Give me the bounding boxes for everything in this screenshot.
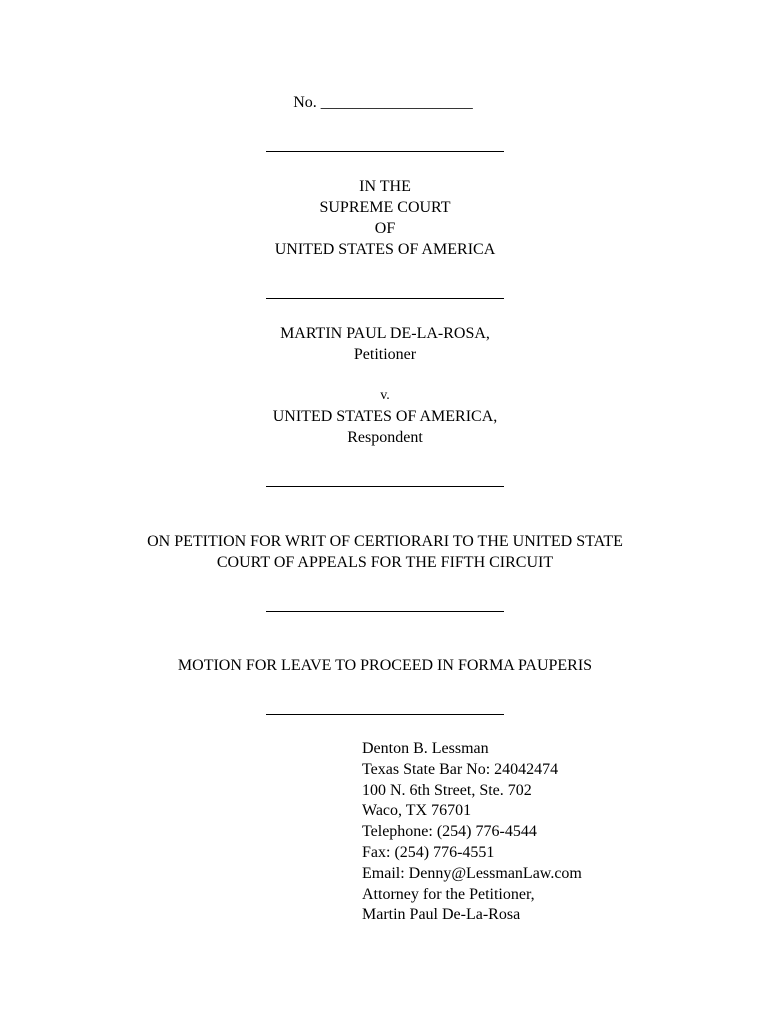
petition-line-1: ON PETITION FOR WRIT OF CERTIORARI TO THE UNITED STATE — [147, 533, 623, 550]
attorney-city: Waco, TX 76701 — [362, 802, 472, 820]
attorney-street: 100 N. 6th Street, Ste. 702 — [362, 781, 532, 799]
motion-title: MOTION FOR LEAVE TO PROCEED IN FORMA PAUPERIS — [177, 657, 593, 674]
attorney-signature-block — [362, 739, 582, 926]
court-line-supreme-court: SUPREME COURT — [319, 199, 451, 216]
attorney-fax: Fax: (254) 776-4551 — [362, 843, 495, 861]
separator-rule-2 — [266, 298, 504, 299]
separator-rule-5 — [266, 714, 504, 715]
respondent-name: UNITED STATES OF AMERICA, — [272, 408, 498, 425]
court-line-of: OF — [374, 220, 396, 237]
attorney-client: Martin Paul De-La-Rosa — [362, 906, 521, 924]
attorney-email: Email: Denny@LessmanLaw.com — [362, 864, 582, 882]
court-line-in-the: IN THE — [359, 178, 411, 195]
court-line-united-states: UNITED STATES OF AMERICA — [274, 241, 496, 258]
separator-rule-4 — [266, 611, 504, 612]
attorney-role: Attorney for the Petitioner, — [362, 885, 535, 903]
petitioner-role: Petitioner — [353, 346, 417, 363]
attorney-bar-number: Texas State Bar No: 24042474 — [362, 760, 559, 778]
attorney-name: Denton B. Lessman — [362, 740, 489, 757]
separator-rule-1 — [266, 151, 504, 152]
petition-line-2: COURT OF APPEALS FOR THE FIFTH CIRCUIT — [216, 554, 554, 571]
attorney-telephone: Telephone: (254) 776-4544 — [362, 823, 537, 841]
respondent-role: Respondent — [347, 429, 423, 446]
versus: v. — [380, 388, 390, 403]
separator-rule-3 — [266, 486, 504, 487]
docket-number: No. ___________________ — [293, 94, 473, 111]
petitioner-name: MARTIN PAUL DE-LA-ROSA, — [280, 325, 490, 342]
